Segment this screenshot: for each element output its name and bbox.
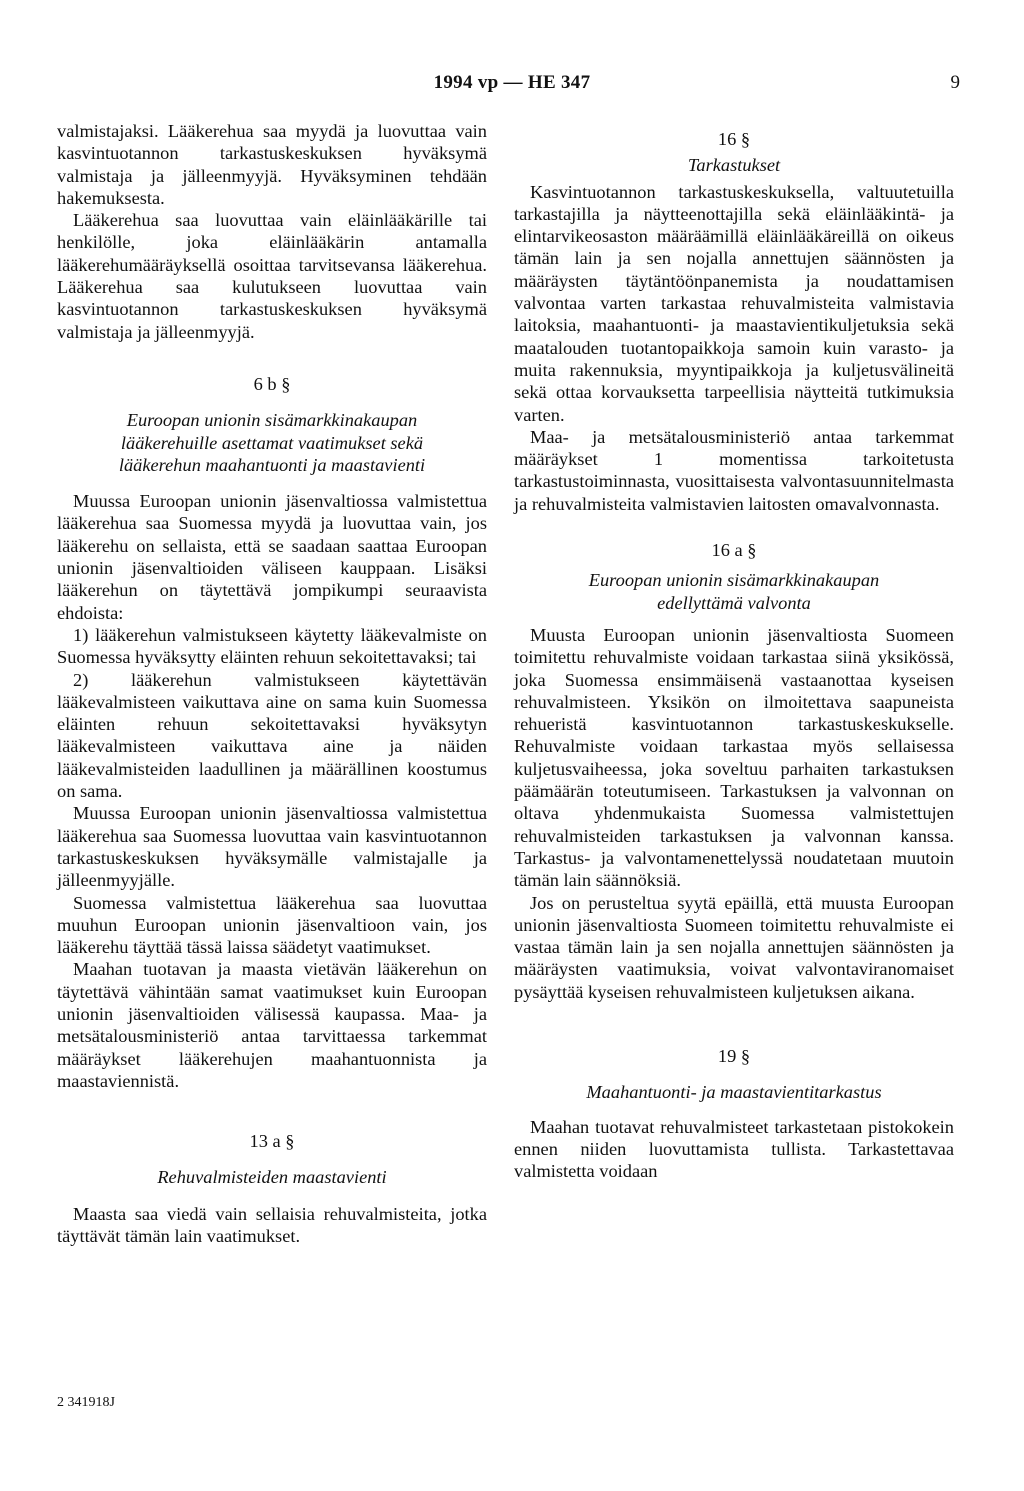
section-number: 16 a § bbox=[711, 540, 757, 561]
section-title-line: Euroopan unionin sisämarkkinakaupan bbox=[588, 570, 880, 591]
section-number: 6 b § bbox=[253, 373, 291, 394]
paragraph: Suomessa valmistettua lääkerehua saa luovuttaa muuhun Euroopan unionin jäsenvaltioon vain, jos lääkerehu täyttää tässä laissa säädetyt vaatimukset. bbox=[57, 892, 487, 958]
list-item: 1) lääkerehun valmistukseen käytetty lääkevalmiste on Suomessa hyväksytty eläinten rehuun sekoitettavaksi; tai bbox=[57, 624, 487, 668]
page-number: 9 bbox=[950, 72, 960, 93]
page-header bbox=[0, 72, 1024, 102]
section-title-line: lääkerehun maahantuonti ja maastavienti bbox=[118, 454, 426, 475]
paragraph: Maahan tuotavat rehuvalmisteet tarkastetaan pistokokein ennen niiden luovuttamista tullista. Tarkastettavaa valmistetta voidaan bbox=[514, 1116, 954, 1182]
section-title: Rehuvalmisteiden maastavienti bbox=[157, 1167, 387, 1188]
footer-code: 2 341918J bbox=[57, 1395, 115, 1410]
section-title: Tarkastukset bbox=[687, 155, 781, 176]
paragraph: Jos on perusteltua syytä epäillä, että muusta Euroopan unionin jäsenvaltiosta Suomeen toimitettu rehuvalmiste ei vastaa tämän lain ja sen nojalla annettujen säännösten ja määräysten vaatimuksia, voivat valvontaviranomaiset pysäyttää kyseisen rehuvalmisteen kuljetuksen aikana. bbox=[514, 892, 954, 1002]
paragraph: valmistajaksi. Lääkerehua saa myydä ja luovuttaa vain kasvintuotannon tarkastuskeskuksen hyväksymä valmistaja ja jälleenmyyjä. Hyväksyminen tehdään hakemuksesta. bbox=[57, 121, 487, 208]
paragraph: Kasvintuotannon tarkastuskeskuksella, valtuutetuilla tarkastajilla ja näytteenottajilla sekä eläinlääkintä- ja elintarvikeosaston määräämillä eläinlääkäreillä on oikeus tämän lain ja sen nojalla annettujen säännösten ja määräysten täytäntöönpanemista ja noudattamisen valvontaa varten tarkastaa rehuvalmisteita valmistavia laitoksia, maahantuonti- ja maastavientikuljetuksia sekä maatalouden tuotantopaikkoja samoin kuin varasto- ja muita rakennuksia, myyntipaikkoja ja kuljetusvälineitä sekä ottaa korvauksetta tarpeellisia näytteitä tutkimuksia varten. bbox=[514, 181, 954, 425]
paragraph: Muusta Euroopan unionin jäsenvaltiosta Suomeen toimitettu rehuvalmiste voidaan tarkastaa siinä yksikössä, joka Suomessa ensimmäisenä vastaanottaa kyseisen rehuvalmisteen. Yksikön on ilmoitettava saapuneista rehueristä kasvintuotannon tarkastuskeskukselle. Rehuvalmiste voidaan tarkastaa myös sellaisessa kuljetusvaiheessa, joka soveltuu parhaiten tarkastuksen päämäärän toteutumiseen. Tarkastuksen ja valvonnan on oltava yhdenmukaista Suomessa valmistettujen rehuvalmisteiden tarkastuksen ja valvonnan kanssa. Tarkastus- ja valvontamenettelyssä noudatetaan muutoin tämän lain säännöksiä. bbox=[514, 624, 954, 891]
paragraph: Maa- ja metsätalousministeriö antaa tarkemmat määräykset 1 momentissa tarkoitetusta tarkastustoiminnasta, vuosittaisesta valvontasuunnitelmasta ja rehuvalmisteita valmistavien laitosten omavalvonnasta. bbox=[514, 426, 954, 514]
paragraph: Maahan tuotavan ja maasta vietävän lääkerehun on täytettävä vähintään samat vaatimukset kuin Euroopan unionin jäsenvaltioiden välisessä kaupassa. Maa- ja metsätalousministeriö antaa tarvittaessa tarkemmat määräykset lääkerehujen maahantuonnista ja maastaviennistä. bbox=[57, 959, 487, 1091]
section-title-line: Euroopan unionin sisämarkkinakaupan bbox=[126, 410, 418, 431]
paragraph: Maasta saa viedä vain sellaisia rehuvalmisteita, jotka täyttävät tämän lain vaatimukset. bbox=[57, 1203, 487, 1247]
section-title-line: lääkerehuille asettamat vaatimukset sekä bbox=[120, 432, 424, 453]
section-title-line: edellyttämä valvonta bbox=[657, 592, 811, 613]
section-title: Maahantuonti- ja maastavientitarkastus bbox=[586, 1082, 882, 1103]
left-column bbox=[57, 120, 487, 1247]
paragraph: Muussa Euroopan unionin jäsenvaltiossa valmistettua lääkerehua saa Suomessa luovuttaa vain kasvintuotannon tarkastuskeskuksen hyväksymälle valmistajalle ja jälleenmyyjälle. bbox=[57, 803, 487, 891]
document-title: 1994 vp — HE 347 bbox=[433, 72, 591, 93]
paragraph: Muussa Euroopan unionin jäsenvaltiossa valmistettua lääkerehua saa Suomessa myydä ja luovuttaa vain, jos lääkerehu on sellaista, että se saadaan saattaa Euroopan unionin jäsenvaltioiden väliseen kauppaan. Lisäksi lääkerehun on täytettävä jompikumpi seuraavista ehdoista: bbox=[57, 491, 487, 623]
paragraph: Lääkerehua saa luovuttaa vain eläinlääkärille tai henkilölle, joka eläinlääkärin antamalla lääkerehumääräyksellä osoittaa tarvitsevansa lääkerehua. Lääkerehua saa kulutukseen luovuttaa vain kasvintuotannon tarkastuskeskuksen hyväksymä valmistaja ja jälleenmyyjä. bbox=[57, 210, 487, 342]
right-column bbox=[514, 120, 954, 1182]
section-number: 19 § bbox=[717, 1045, 751, 1066]
section-number: 13 a § bbox=[249, 1131, 295, 1152]
section-number: 16 § bbox=[717, 129, 751, 149]
list-item: 2) lääkerehun valmistukseen käytettävän lääkevalmisteen vaikuttava aine on sama kuin Suomessa eläinten rehuun sekoitettavaksi hyväksytyn lääkevalmisteen vaikuttava aine ja näiden lääkevalmisteiden laadullinen ja määrällinen koostumus on sama. bbox=[57, 669, 487, 802]
